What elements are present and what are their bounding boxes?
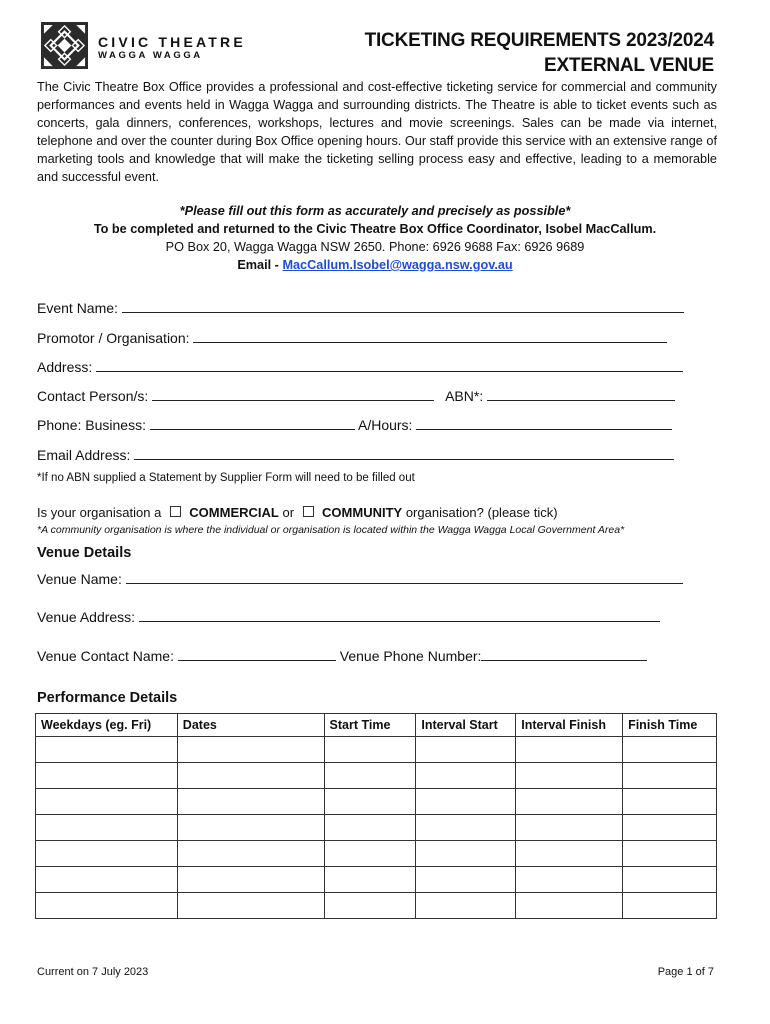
organisation-type-question (37, 505, 558, 520)
venue-address-row (37, 607, 660, 625)
title-line-2: EXTERNAL VENUE (544, 55, 714, 76)
table-cell[interactable] (516, 893, 623, 919)
phone-business-label: Phone: Business: (37, 417, 146, 433)
community-checkbox[interactable] (303, 506, 314, 517)
promotor-field[interactable] (193, 328, 667, 343)
table-cell[interactable] (177, 841, 324, 867)
table-cell[interactable] (36, 893, 178, 919)
venue-name-row (37, 569, 683, 587)
document-title (365, 28, 714, 78)
table-cell[interactable] (36, 789, 178, 815)
table-cell[interactable] (623, 763, 717, 789)
or-label: or (282, 505, 295, 520)
email-address-row (37, 445, 674, 463)
fill-instruction: *Please fill out this form as accurately and precisely as possible* (179, 204, 571, 218)
table-cell[interactable] (177, 763, 324, 789)
table-cell[interactable] (177, 867, 324, 893)
brand-name: CIVIC THEATRE (98, 34, 246, 50)
phone-business-field[interactable] (150, 415, 355, 430)
table-row (36, 841, 717, 867)
email-label: Email - (237, 258, 283, 272)
after-hours-label: A/Hours: (357, 417, 413, 433)
column-header-interval-finish: Interval Finish (516, 714, 623, 737)
table-cell[interactable] (324, 815, 416, 841)
email-contact (0, 256, 750, 274)
email-link[interactable]: MacCallum.Isobel@wagga.nsw.gov.au (282, 258, 513, 272)
venue-name-field[interactable] (126, 569, 683, 584)
venue-contact-row (37, 646, 647, 664)
column-header-weekdays: Weekdays (eg. Fri) (36, 714, 178, 737)
after-hours-field[interactable] (416, 415, 672, 430)
performance-details-heading: Performance Details (37, 690, 178, 706)
table-cell[interactable] (177, 893, 324, 919)
abn-note: *If no ABN supplied a Statement by Supplier Form will need to be filled out (37, 472, 415, 484)
column-header-interval-start: Interval Start (416, 714, 516, 737)
brand-location: WAGGA WAGGA (98, 50, 203, 61)
address-label: Address: (37, 359, 93, 375)
table-cell[interactable] (36, 841, 178, 867)
table-cell[interactable] (36, 815, 178, 841)
table-cell[interactable] (623, 893, 717, 919)
table-cell[interactable] (324, 737, 416, 763)
contact-row (37, 386, 675, 404)
community-label: COMMUNITY (322, 505, 403, 520)
table-row (36, 867, 717, 893)
table-cell[interactable] (516, 841, 623, 867)
venue-phone-field[interactable] (481, 646, 647, 661)
venue-address-label: Venue Address: (37, 609, 136, 625)
phone-row (37, 415, 672, 433)
table-cell[interactable] (416, 893, 516, 919)
table-cell[interactable] (416, 815, 516, 841)
venue-name-label: Venue Name: (37, 571, 122, 587)
table-cell[interactable] (324, 893, 416, 919)
table-cell[interactable] (416, 867, 516, 893)
column-header-start-time: Start Time (324, 714, 416, 737)
table-cell[interactable] (416, 841, 516, 867)
table-cell[interactable] (623, 789, 717, 815)
table-cell[interactable] (516, 789, 623, 815)
email-address-label: Email Address: (37, 447, 131, 463)
table-cell[interactable] (324, 841, 416, 867)
venue-address-field[interactable] (139, 607, 660, 622)
return-instruction: To be completed and returned to the Civic Theatre Box Office Coordinator, Isobel MacCallum. (93, 222, 657, 236)
commercial-label: COMMERCIAL (189, 505, 279, 520)
table-cell[interactable] (416, 737, 516, 763)
table-row (36, 815, 717, 841)
table-cell[interactable] (516, 867, 623, 893)
table-cell[interactable] (177, 815, 324, 841)
venue-contact-name-field[interactable] (178, 646, 336, 661)
table-row (36, 789, 717, 815)
performance-table (35, 713, 717, 919)
civic-theatre-logo (41, 22, 88, 69)
table-cell[interactable] (36, 763, 178, 789)
table-cell[interactable] (516, 815, 623, 841)
commercial-checkbox[interactable] (170, 506, 181, 517)
table-cell[interactable] (416, 763, 516, 789)
table-cell[interactable] (516, 763, 623, 789)
address-row (37, 357, 683, 375)
table-cell[interactable] (324, 763, 416, 789)
table-cell[interactable] (416, 789, 516, 815)
contact-person-label: Contact Person/s: (37, 388, 149, 404)
page-number: Page 1 of 7 (657, 966, 714, 978)
table-cell[interactable] (623, 815, 717, 841)
org-question-suffix: organisation? (please tick) (405, 505, 558, 520)
event-name-label: Event Name: (37, 300, 118, 316)
table-row (36, 893, 717, 919)
intro-paragraph: The Civic Theatre Box Office provides a professional and cost-effective ticketing service for commercial and community performances and events held in Wagga Wagga and surrounding districts. The Theatre is able to ticket events such as concerts, gala dinners, conferences, workshops, lectures and movie screenings. Sales can be made via internet, telephone and over the counter during Box Office opening hours. Our staff provide this service with an extensive range of marketing tools and knowledge that will make the ticketing selling process easy and effective, leading to a memorable and successful event. (37, 80, 717, 184)
table-cell[interactable] (324, 789, 416, 815)
contact-person-field[interactable] (152, 386, 434, 401)
column-header-finish-time: Finish Time (623, 714, 717, 737)
column-header-dates: Dates (177, 714, 324, 737)
table-cell[interactable] (324, 867, 416, 893)
abn-field[interactable] (487, 386, 675, 401)
venue-contact-name-label: Venue Contact Name: (37, 648, 174, 664)
promotor-label: Promotor / Organisation: (37, 330, 190, 346)
table-row (36, 763, 717, 789)
table-cell[interactable] (623, 737, 717, 763)
table-row (36, 737, 717, 763)
event-name-field[interactable] (122, 298, 684, 313)
abn-label: ABN*: (445, 388, 484, 404)
email-address-field[interactable] (134, 445, 674, 460)
table-cell[interactable] (177, 737, 324, 763)
table-cell[interactable] (36, 737, 178, 763)
table-cell[interactable] (177, 789, 324, 815)
table-cell[interactable] (623, 867, 717, 893)
org-question-prefix: Is your organisation a (37, 505, 162, 520)
venue-phone-label: Venue Phone Number: (339, 648, 482, 664)
table-cell[interactable] (516, 737, 623, 763)
table-cell[interactable] (623, 841, 717, 867)
promotor-row (37, 328, 667, 346)
footer-date: Current on 7 July 2023 (37, 966, 149, 978)
address-field[interactable] (96, 357, 683, 372)
title-line-1: TICKETING REQUIREMENTS 2023/2024 (364, 30, 714, 51)
table-cell[interactable] (36, 867, 178, 893)
performance-header-row (36, 714, 717, 737)
community-definition-note: *A community organisation is where the individual or organisation is located within the Wagga Wagga Local Government Area* (37, 524, 625, 536)
venue-details-heading: Venue Details (37, 545, 132, 561)
postal-contact: PO Box 20, Wagga Wagga NSW 2650. Phone: 6926 9688 Fax: 6926 9689 (165, 240, 585, 254)
event-name-row (37, 298, 684, 316)
